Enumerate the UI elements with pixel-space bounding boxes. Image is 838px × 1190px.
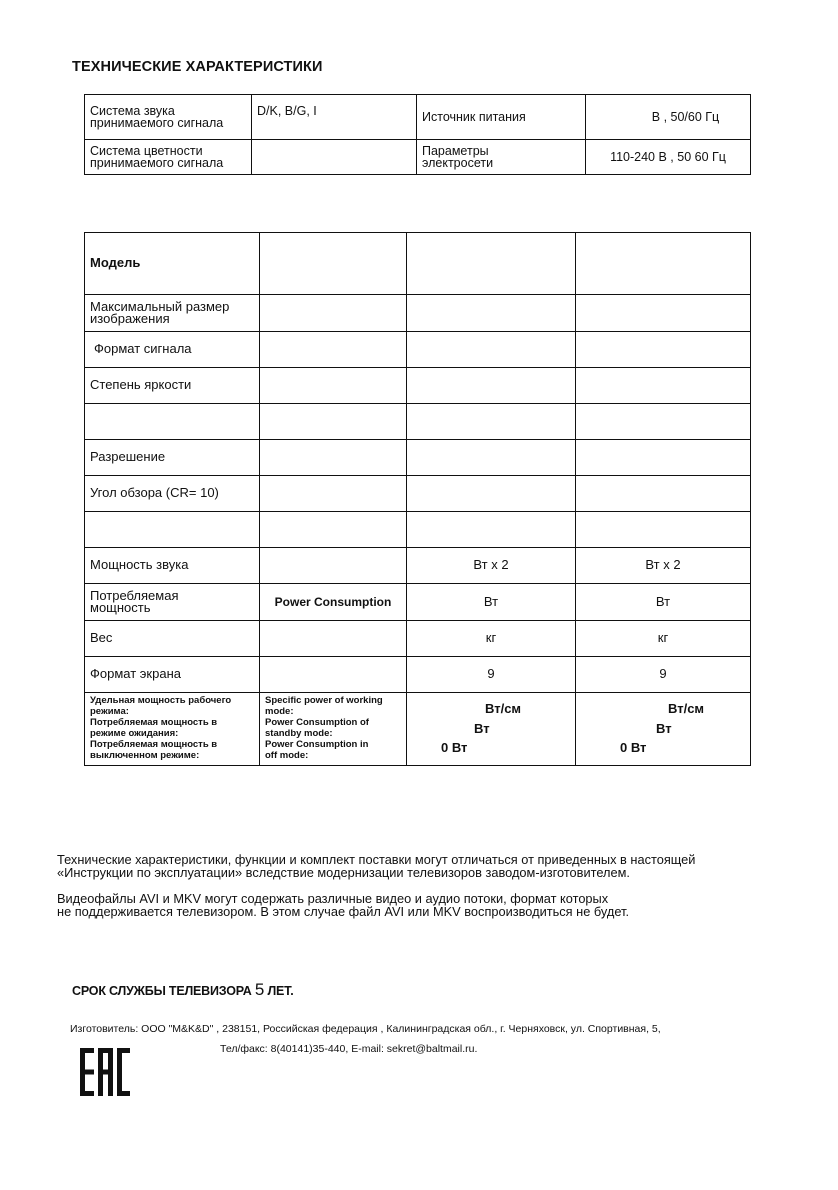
model-label: Модель (85, 233, 260, 295)
color-system-value (252, 140, 417, 175)
sound-power-value: Вт x 2 (576, 548, 751, 584)
mains-params-value: 110-240 В , 50 60 Гц (586, 140, 751, 175)
weight-value: кг (576, 621, 751, 657)
consumption-value: Вт (576, 584, 751, 621)
table-row (85, 140, 751, 175)
weight-value: кг (407, 621, 576, 657)
max-size-label: Максимальный размер изображения (85, 295, 260, 332)
view-angle-label: Угол обзора (CR= 10) (85, 476, 260, 512)
service-life: СРОК СЛУЖБЫ ТЕЛЕВИЗОРА 5 ЛЕТ. (72, 980, 294, 999)
consumption-label: Потребляемая мощность (85, 584, 260, 621)
weight-label: Вес (85, 621, 260, 657)
table-row (85, 584, 751, 621)
brightness-label: Степень яркости (85, 368, 260, 404)
eac-logo (80, 1048, 130, 1096)
page-title: ТЕХНИЧЕСКИЕ ХАРАКТЕРИСТИКИ (72, 59, 323, 75)
consumption-en-label: Power Consumption (260, 584, 407, 621)
specific-power-values: Вт/см Вт 0 Вт (407, 693, 576, 766)
sound-system-value: D/K, B/G, I (252, 95, 417, 140)
table-row (85, 657, 751, 693)
specific-power-values: Вт/см Вт 0 Вт (576, 693, 751, 766)
table-row (85, 404, 751, 440)
table-row (85, 95, 751, 140)
table-row (85, 332, 751, 368)
notes-modernization: Технические характеристики, функции и комплект поставки могут отличаться от приведенных в настоящей «Инструкции по эксплуатации» вследствие модернизации телевизоров заводом-изготовителем. (57, 852, 696, 880)
resolution-label: Разрешение (85, 440, 260, 476)
table-row (85, 548, 751, 584)
power-source-label: Источник питания (417, 95, 586, 140)
mains-params-label: Параметры электросети (417, 140, 586, 175)
screen-format-label: Формат экрана (85, 657, 260, 693)
signal-format-label: Формат сигнала (85, 332, 260, 368)
specific-power-label-en: Specific power of working mode: Power Consumption of standby mode: Power Consumption in off mode: (260, 693, 407, 766)
table-row (85, 440, 751, 476)
sound-power-value: Вт x 2 (407, 548, 576, 584)
screen-format-value: 9 (576, 657, 751, 693)
sound-system-label: Система звука принимаемого сигнала (85, 95, 252, 140)
table-row (85, 512, 751, 548)
table-row (85, 233, 751, 295)
model-spec-table (84, 232, 751, 766)
table-row (85, 621, 751, 657)
contact-info: Тел/факс: 8(40141)35-440, E-mail: sekret@baltmail.ru. (220, 1043, 478, 1055)
power-source-value: В , 50/60 Гц (586, 95, 751, 140)
table-row (85, 693, 751, 766)
consumption-value: Вт (407, 584, 576, 621)
manufacturer-info: Изготовитель: ООО "M&K&D" , 238151, Российская федерация , Калининградская обл., г. Черняховск, ул. Спортивная, 5, (70, 1023, 661, 1035)
screen-format-value: 9 (407, 657, 576, 693)
table-row (85, 476, 751, 512)
signal-spec-table (84, 94, 751, 175)
table-row (85, 368, 751, 404)
notes-video-files: Видеофайлы AVI и MKV могут содержать различные видео и аудио потоки, формат которых не поддерживается телевизором. В этом случае файл AVI или MKV воспроизводиться не будет. (57, 891, 630, 919)
table-row (85, 295, 751, 332)
color-system-label: Система цветности принимаемого сигнала (85, 140, 252, 175)
specific-power-label-ru: Удельная мощность рабочего режима: Потребляемая мощность в режиме ожидания: Потребляемая мощность в выключенном режиме: (85, 693, 260, 766)
sound-power-label: Мощность звука (85, 548, 260, 584)
